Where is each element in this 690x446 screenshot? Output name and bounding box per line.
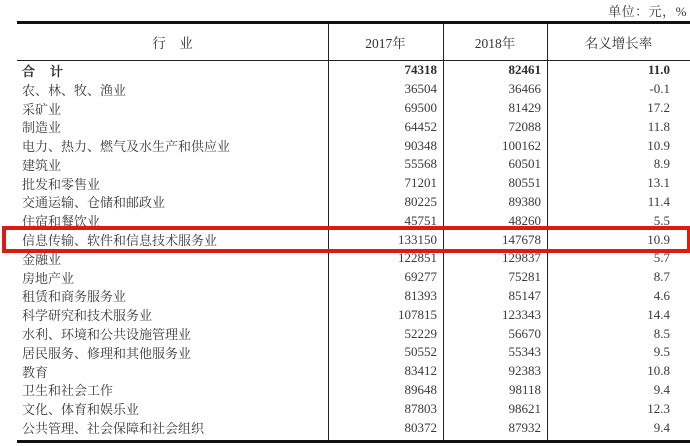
industry-name-cell: 农、林、牧、渔业 [22, 82, 127, 98]
value-2017-cell: 71201 [404, 175, 437, 191]
growth-rate-cell: 11.0 [647, 62, 670, 78]
growth-rate-cell: 10.9 [647, 231, 670, 247]
table-row [17, 230, 690, 249]
growth-rate-cell: -0.1 [649, 81, 670, 97]
value-2017-cell: 64452 [404, 118, 437, 134]
value-2017-cell: 83412 [404, 363, 437, 379]
value-2018-cell: 55343 [508, 344, 541, 360]
industry-name-cell: 租赁和商务服务业 [22, 289, 127, 305]
industry-name-cell: 交通运输、仓储和邮政业 [22, 195, 166, 211]
industry-name-cell: 水利、环境和公共设施管理业 [22, 327, 192, 343]
industry-name-cell: 科学研究和技术服务业 [22, 308, 153, 324]
industry-name-cell: 房地产业 [22, 270, 75, 286]
value-2017-cell: 89648 [404, 381, 437, 397]
value-2018-cell: 80551 [508, 175, 541, 191]
table-row [17, 117, 690, 136]
table-row [17, 268, 690, 287]
table-header-row [17, 24, 690, 61]
growth-rate-cell: 9.4 [653, 419, 670, 435]
value-2018-cell: 147678 [502, 231, 541, 247]
industry-name-cell: 电力、热力、燃气及水生产和供应业 [22, 139, 231, 155]
table-row [17, 305, 690, 324]
growth-rate-cell: 11.8 [647, 118, 670, 134]
industry-name-cell: 文化、体育和娱乐业 [22, 402, 140, 418]
table-row [17, 324, 690, 343]
table-row [17, 174, 690, 193]
value-2017-cell: 133150 [398, 231, 437, 247]
value-2017-cell: 90348 [404, 137, 437, 153]
industry-name-cell: 信息传输、软件和信息技术服务业 [22, 233, 218, 249]
industry-name-cell: 住宿和餐饮业 [22, 214, 101, 230]
value-2018-cell: 98118 [508, 381, 541, 397]
column-header-industry: 行 业 [152, 36, 193, 51]
growth-rate-cell: 10.9 [647, 137, 670, 153]
growth-rate-cell: 11.4 [647, 193, 670, 209]
value-2018-cell: 129837 [502, 250, 541, 266]
table-row [17, 136, 690, 155]
value-2018-cell: 89380 [508, 193, 541, 209]
table-row [17, 193, 690, 212]
growth-rate-cell: 8.9 [653, 156, 670, 172]
column-header-2017: 2017年 [365, 36, 406, 51]
table-row [17, 381, 690, 400]
table-row [17, 61, 690, 80]
table-body [17, 61, 690, 437]
growth-rate-cell: 8.7 [653, 269, 670, 285]
growth-rate-cell: 9.4 [653, 381, 670, 397]
value-2018-cell: 85147 [508, 287, 541, 303]
value-2017-cell: 80225 [404, 193, 437, 209]
unit-label: 单位：元，% [608, 4, 687, 19]
industry-wage-table [17, 21, 690, 443]
growth-rate-cell: 13.1 [647, 175, 670, 191]
value-2017-cell: 69277 [404, 269, 437, 285]
value-2017-cell: 107815 [398, 306, 437, 322]
value-2017-cell: 87803 [404, 400, 437, 416]
growth-rate-cell: 10.8 [647, 363, 670, 379]
value-2017-cell: 36504 [404, 81, 437, 97]
growth-rate-cell: 4.6 [653, 287, 670, 303]
industry-name-cell: 公共管理、社会保障和社会组织 [22, 421, 205, 437]
industry-name-cell: 采矿业 [22, 101, 62, 117]
value-2018-cell: 75281 [508, 269, 541, 285]
value-2018-cell: 60501 [508, 156, 541, 172]
value-2018-cell: 87932 [508, 419, 541, 435]
column-header-growth: 名义增长率 [584, 36, 653, 51]
value-2017-cell: 80372 [404, 419, 437, 435]
value-2017-cell: 55568 [404, 156, 437, 172]
value-2018-cell: 72088 [508, 118, 541, 134]
growth-rate-cell: 8.5 [653, 325, 670, 341]
table-row [17, 155, 690, 174]
value-2017-cell: 50552 [404, 344, 437, 360]
industry-name-cell: 教育 [22, 364, 49, 380]
value-2018-cell: 48260 [508, 212, 541, 228]
table-row [17, 418, 690, 437]
value-2018-cell: 56670 [508, 325, 541, 341]
table-row [17, 399, 690, 418]
growth-rate-cell: 5.7 [653, 250, 670, 266]
industry-name-cell: 金融业 [22, 251, 62, 267]
value-2017-cell: 52229 [404, 325, 437, 341]
table-row [17, 80, 690, 99]
value-2018-cell: 82461 [508, 62, 541, 78]
growth-rate-cell: 14.4 [647, 306, 670, 322]
industry-name-cell: 制造业 [22, 120, 62, 136]
growth-rate-cell: 9.5 [653, 344, 670, 360]
value-2017-cell: 69500 [404, 99, 437, 115]
table-row [17, 249, 690, 268]
table-row [17, 211, 690, 230]
industry-name-cell: 合 计 [22, 63, 65, 79]
table-row [17, 99, 690, 118]
value-2017-cell: 45751 [404, 212, 437, 228]
value-2017-cell: 122851 [398, 250, 437, 266]
industry-name-cell: 居民服务、修理和其他服务业 [22, 345, 192, 361]
value-2018-cell: 36466 [508, 81, 541, 97]
table-row [17, 362, 690, 381]
value-2017-cell: 81393 [404, 287, 437, 303]
industry-name-cell: 卫生和社会工作 [22, 383, 114, 399]
table-row [17, 343, 690, 362]
value-2018-cell: 81429 [508, 99, 541, 115]
value-2018-cell: 98621 [508, 400, 541, 416]
industry-name-cell: 建筑业 [22, 157, 62, 173]
value-2017-cell: 74318 [404, 62, 437, 78]
value-2018-cell: 123343 [502, 306, 541, 322]
industry-name-cell: 批发和零售业 [22, 176, 101, 192]
table-row [17, 287, 690, 306]
growth-rate-cell: 5.5 [653, 212, 670, 228]
value-2018-cell: 100162 [502, 137, 541, 153]
growth-rate-cell: 17.2 [647, 99, 670, 115]
value-2018-cell: 92383 [508, 363, 541, 379]
growth-rate-cell: 12.3 [647, 400, 670, 416]
column-header-2018: 2018年 [474, 36, 516, 51]
